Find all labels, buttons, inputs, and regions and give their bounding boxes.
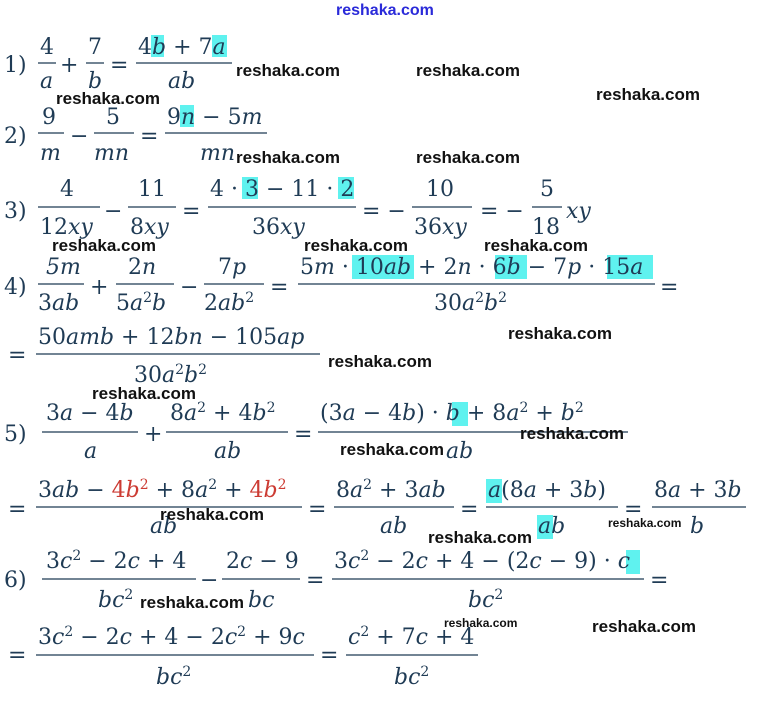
svg-text:8a2 + 3ab: $8a^2 + 3ab$	[336, 477, 446, 503]
svg-text:+: +	[90, 275, 109, 300]
watermark: reshaka.com	[236, 61, 340, 80]
problem-5-label: 5)	[4, 422, 27, 447]
svg-text:4: 4	[60, 177, 74, 202]
problem-3-label: 3)	[4, 199, 27, 224]
watermark: reshaka.com	[304, 236, 408, 255]
watermark: reshaka.com	[592, 617, 696, 636]
svg-text:ab: ab	[446, 439, 474, 464]
svg-text:18: 18	[532, 215, 560, 240]
svg-text:=: =	[294, 422, 313, 447]
svg-text:7: 7	[88, 35, 102, 60]
watermark: reshaka.com	[428, 528, 532, 547]
watermark-top: reshaka.com	[336, 2, 434, 19]
watermark: reshaka.com	[596, 85, 700, 104]
svg-text:ab: ab	[538, 514, 566, 539]
svg-text:30a2b2: $30a^2b^2$	[134, 362, 208, 388]
problem-2-label: 2)	[4, 124, 27, 149]
svg-text:3c2 − 2c + 4: $3c^2 - 2c + 4$	[46, 548, 187, 574]
watermark: reshaka.com	[340, 440, 444, 459]
svg-text:=: =	[110, 53, 129, 78]
svg-text:11: 11	[138, 177, 166, 202]
svg-text:30a2b2: $30a^2b^2$	[434, 290, 508, 316]
svg-text:3ab: 3ab	[38, 291, 80, 316]
svg-text:9: 9	[42, 105, 56, 130]
svg-text:c2 + 7c + 4: $c^2 + 7c + 4$	[348, 624, 475, 650]
svg-text:m: m	[40, 141, 61, 166]
svg-text:(3a − 4b) · b + 8a2 + b2: $(3a - 4b) \cdot b + 8a^2 + b^2$	[320, 400, 584, 426]
problem-1-label: 1)	[4, 53, 27, 78]
svg-text:2n: 2n	[128, 255, 157, 280]
svg-text:b: b	[88, 69, 103, 94]
svg-text:5m: 5m	[46, 255, 81, 280]
watermark: reshaka.com	[328, 352, 432, 371]
watermark: reshaka.com	[140, 593, 244, 612]
svg-text:−: −	[180, 275, 199, 300]
svg-text:a: a	[40, 69, 54, 94]
svg-text:+: +	[60, 53, 79, 78]
svg-text:a(8a + 3b): a(8a + 3b)	[488, 478, 606, 503]
svg-text:4 · 3 − 11 · 2: 4 · 3 − 11 · 2	[210, 177, 355, 202]
svg-text:mn: mn	[200, 141, 236, 166]
svg-text:12xy: 12xy	[40, 215, 93, 240]
svg-text:ab: ab	[214, 439, 242, 464]
svg-text:=: =	[306, 568, 325, 593]
svg-text:3c2 − 2c + 4 − 2c2 + 9c: $3c^2 - 2c + 4 - 2c^2 + 9c$	[38, 624, 305, 650]
watermark: reshaka.com	[508, 324, 612, 343]
svg-text:3ab − 4b2 + 8a2 + 4b2: $3ab - 4b^2 + 8a^2 + 4b^2$	[38, 477, 287, 503]
svg-text:xy: xy	[566, 199, 591, 224]
watermark: reshaka.com	[416, 148, 520, 167]
svg-text:5: 5	[540, 177, 554, 202]
watermark-small: reshaka.com	[608, 516, 682, 530]
svg-text:= −: = −	[362, 199, 406, 224]
svg-text:+: +	[144, 422, 163, 447]
watermark: reshaka.com	[52, 236, 156, 255]
problem-1	[4, 35, 232, 94]
problem-2	[4, 105, 267, 166]
svg-text:=: =	[140, 124, 159, 149]
svg-text:ab: ab	[168, 69, 196, 94]
svg-text:−: −	[104, 199, 123, 224]
svg-text:bc: bc	[248, 588, 275, 613]
watermark-small: reshaka.com	[444, 616, 518, 630]
svg-text:=: =	[624, 497, 643, 522]
svg-text:bc2: $bc^2$	[156, 664, 192, 690]
watermark: reshaka.com	[236, 148, 340, 167]
svg-text:50amb + 12bn − 105ap: 50amb + 12bn − 105ap	[38, 325, 305, 350]
watermark: reshaka.com	[56, 89, 160, 108]
svg-text:bc2: $bc^2$	[394, 664, 430, 690]
svg-text:=: =	[308, 497, 327, 522]
problem-3	[4, 177, 591, 240]
svg-text:= −: = −	[480, 199, 524, 224]
svg-text:8xy: 8xy	[130, 215, 169, 240]
svg-text:=: =	[8, 497, 27, 522]
svg-text:=: =	[660, 275, 679, 300]
watermark: reshaka.com	[484, 236, 588, 255]
svg-text:4: 4	[40, 35, 54, 60]
svg-text:8a + 3b: 8a + 3b	[654, 478, 742, 503]
svg-text:9n − 5m: 9n − 5m	[167, 105, 263, 130]
svg-text:=: =	[8, 343, 27, 368]
svg-text:a: a	[84, 439, 98, 464]
svg-text:5m · 10ab + 2n · 6b − 7p · 15a: 5m · 10ab + 2n · 6b − 7p · 15a	[300, 255, 644, 280]
svg-text:bc2: $bc^2$	[468, 587, 504, 613]
svg-text:10: 10	[426, 177, 454, 202]
svg-text:=: =	[460, 497, 479, 522]
svg-text:=: =	[182, 199, 201, 224]
svg-text:=: =	[650, 568, 669, 593]
watermark: reshaka.com	[520, 424, 624, 443]
svg-text:−: −	[200, 568, 219, 593]
svg-text:b: b	[690, 514, 705, 539]
svg-text:=: =	[320, 643, 339, 668]
watermark: reshaka.com	[92, 384, 196, 403]
svg-text:ab: ab	[380, 514, 408, 539]
svg-text:−: −	[70, 124, 89, 149]
svg-text:=: =	[270, 275, 289, 300]
svg-text:36xy: 36xy	[252, 215, 305, 240]
svg-text:ab: ab	[150, 514, 178, 539]
watermark: reshaka.com	[160, 505, 264, 524]
svg-text:2c − 9: 2c − 9	[226, 549, 299, 574]
svg-text:3a − 4b: 3a − 4b	[46, 401, 134, 426]
svg-text:5: 5	[106, 105, 120, 130]
watermark: reshaka.com	[416, 61, 520, 80]
svg-text:3c2 − 2c + 4 − (2c − 9) · c: $3c^2 - 2c + 4 - (2c - 9) \cdot c$	[334, 548, 631, 574]
svg-text:8a2 + 4b2: $8a^2 + 4b^2$	[170, 400, 276, 426]
problem-6	[4, 548, 668, 690]
svg-text:4b + 7a: 4b + 7a	[138, 35, 226, 60]
svg-text:5a2b: $5a^2b$	[116, 290, 167, 316]
svg-text:2ab2: $2ab^2$	[204, 290, 255, 316]
svg-text:bc2: $bc^2$	[98, 587, 134, 613]
svg-text:7p: 7p	[218, 255, 247, 280]
svg-text:36xy: 36xy	[414, 215, 467, 240]
problem-4-label: 4)	[4, 275, 27, 300]
svg-text:mn: mn	[94, 141, 130, 166]
problem-6-label: 6)	[4, 568, 27, 593]
svg-text:=: =	[8, 643, 27, 668]
